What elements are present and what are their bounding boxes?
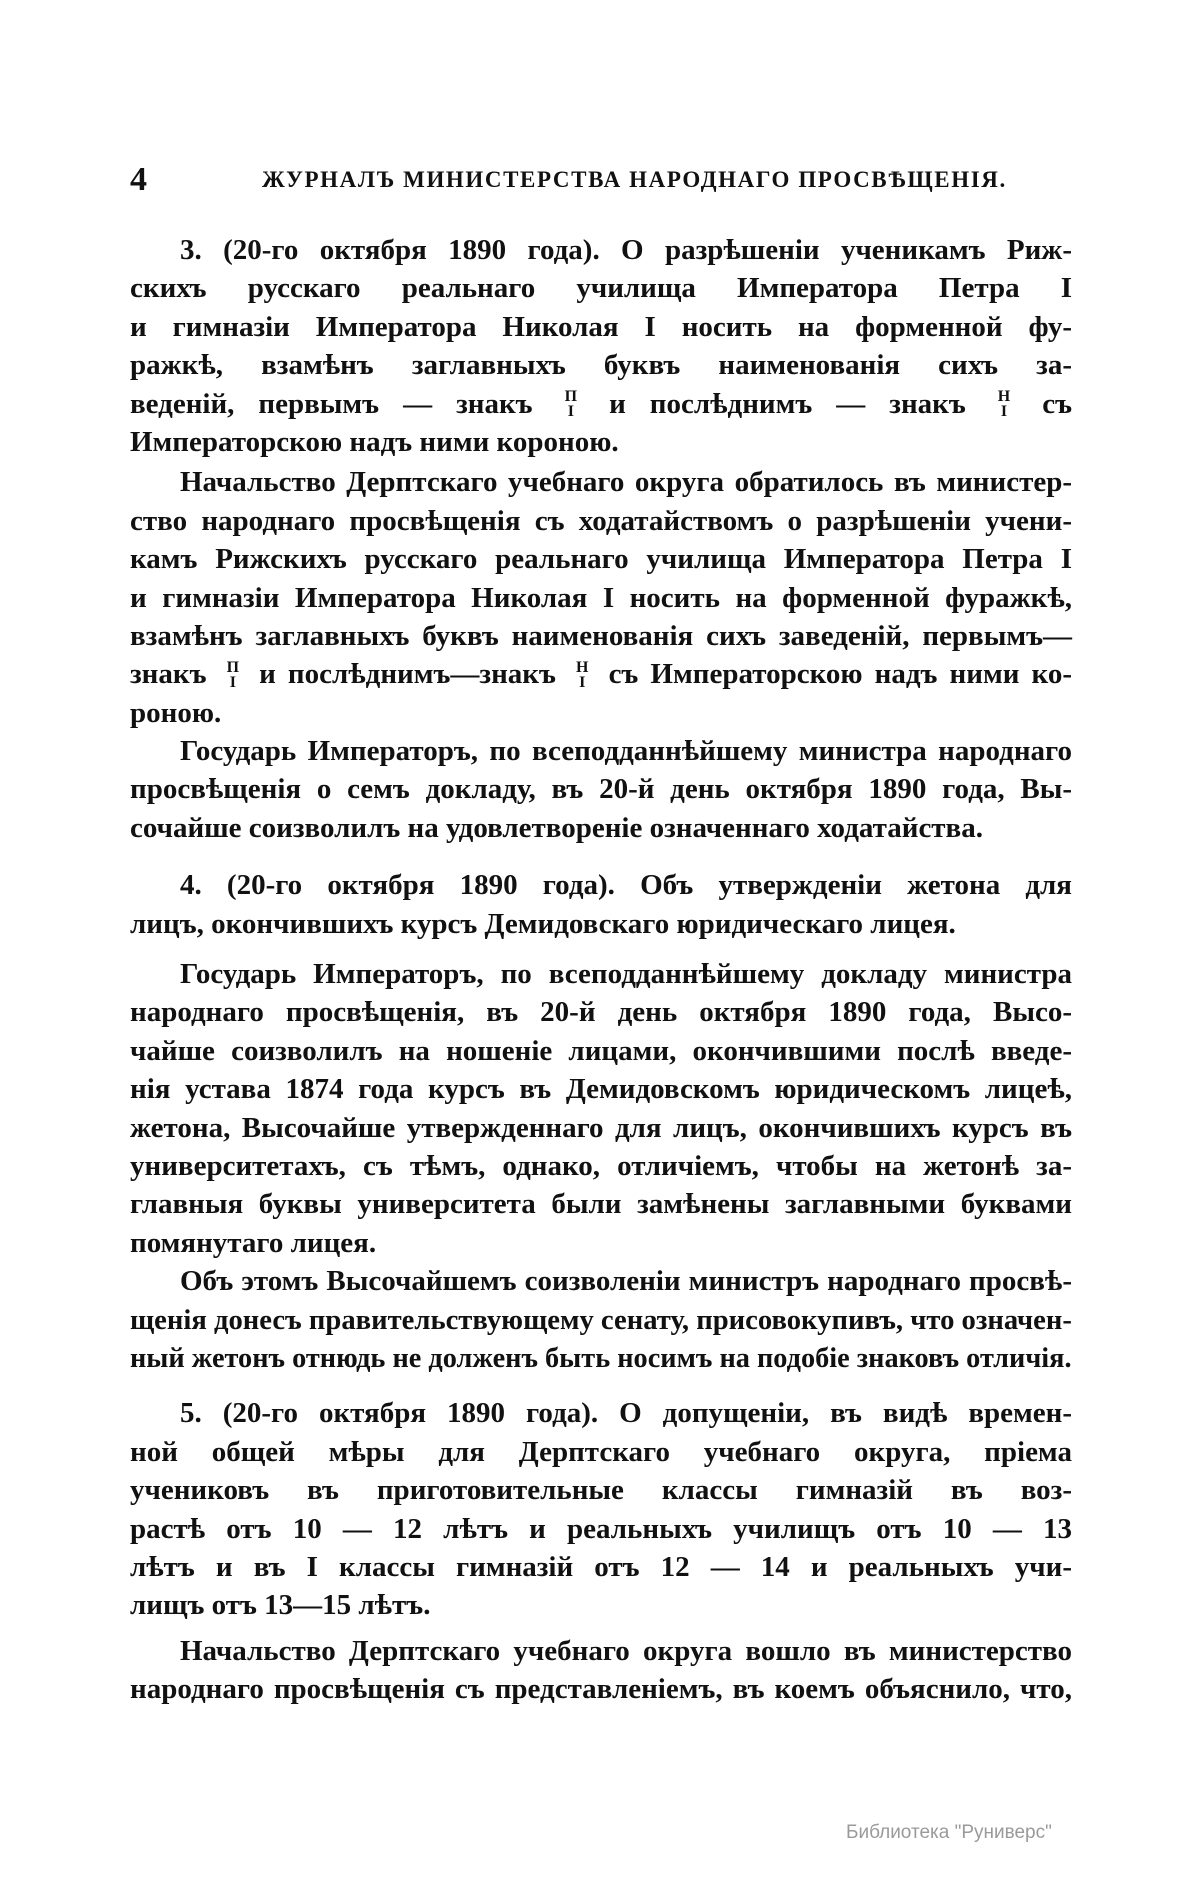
text-line bbox=[130, 308, 1072, 346]
sign-bottom: I bbox=[229, 673, 236, 691]
text-segment: 3. (20-го октября 1890 года). О разрѣшеніи ученикамъ Риж- bbox=[180, 234, 1072, 266]
stacked-letter-sign bbox=[565, 389, 577, 419]
running-title: ЖУРНАЛЪ МИНИСТЕРСТВА НАРОДНАГО ПРОСВѢЩЕНІЯ. bbox=[262, 167, 1007, 192]
text-line bbox=[130, 1109, 1072, 1147]
paragraph bbox=[130, 955, 1072, 1262]
text-segment: Императорскою надъ ними короною. bbox=[130, 425, 619, 458]
text-segment: народнаго просвѣщенія съ представленіемъ, въ коемъ объяснило, что, bbox=[130, 1673, 1072, 1706]
sign-bottom: I bbox=[1000, 402, 1008, 420]
text-segment: и послѣднимъ — знакъ bbox=[609, 387, 966, 420]
text-line bbox=[130, 905, 1072, 943]
text-line bbox=[130, 1394, 1072, 1432]
text-line bbox=[130, 1301, 1072, 1339]
text-line bbox=[130, 1471, 1072, 1509]
library-watermark: Библиотека "Руниверс" bbox=[846, 1822, 1052, 1843]
text-line bbox=[130, 502, 1072, 540]
text-segment: просвѣщенія о семъ докладу, въ 20-й день октября 1890 года, Вы- bbox=[130, 773, 1072, 806]
text-line bbox=[130, 385, 1072, 423]
text-line bbox=[130, 1147, 1072, 1185]
text-line bbox=[130, 540, 1072, 578]
text-line bbox=[130, 1339, 1072, 1377]
text-segment: сочайше соизволилъ на удовлетвореніе означеннаго ходатайства. bbox=[130, 811, 983, 844]
text-segment: жетона, Высочайше утвержденнаго для лицъ, окончившихъ курсъ въ bbox=[130, 1111, 1072, 1144]
text-segment: ной общей мѣры для Дерптскаго учебнаго округа, пріема bbox=[130, 1435, 1072, 1468]
text-segment: ный жетонъ отнюдь не долженъ быть носимъ на подобіе знаковъ отличія. bbox=[130, 1341, 1072, 1374]
text-line bbox=[130, 423, 1072, 461]
page-number: 4 bbox=[130, 161, 147, 198]
text-segment: учениковъ въ приготовительные классы гимназій въ воз- bbox=[130, 1474, 1072, 1507]
text-segment: и гимназіи Императора Николая I носить на форменной фу- bbox=[130, 310, 1072, 343]
stacked-letter-sign bbox=[227, 660, 239, 690]
text-line bbox=[130, 1548, 1072, 1586]
paragraph bbox=[130, 1262, 1072, 1377]
body-text bbox=[130, 231, 1072, 1708]
text-segment: лищъ отъ 13—15 лѣтъ. bbox=[130, 1589, 431, 1622]
sign-bottom: I bbox=[579, 673, 586, 691]
text-segment: Государь Императоръ, по всеподданнѣйшему докладу министра bbox=[180, 958, 1072, 991]
text-segment: и гимназіи Императора Николая I носить на форменной фуражкѣ, bbox=[130, 581, 1072, 614]
text-line bbox=[130, 1510, 1072, 1548]
text-line bbox=[130, 993, 1072, 1031]
text-segment: съ bbox=[1042, 387, 1073, 420]
text-segment: лицъ, окончившихъ курсъ Демидовскаго юридическаго лицея. bbox=[130, 907, 956, 940]
paragraph bbox=[130, 463, 1072, 732]
text-segment: роною. bbox=[130, 696, 222, 729]
text-segment: растѣ отъ 10 — 12 лѣтъ и реальныхъ училищъ отъ 10 — 13 bbox=[130, 1512, 1072, 1545]
text-segment: взамѣнъ заглавныхъ буквъ наименованія сихъ заведеній, первымъ— bbox=[130, 619, 1072, 652]
text-line bbox=[130, 1586, 1072, 1624]
sign-bottom: I bbox=[567, 402, 574, 420]
paragraph bbox=[130, 1394, 1072, 1624]
paragraph bbox=[130, 866, 1072, 943]
text-segment: главныя буквы университета были замѣнены заглавными буквами bbox=[130, 1188, 1072, 1221]
text-line bbox=[130, 955, 1072, 993]
text-segment: нія устава 1874 года курсъ въ Демидовскомъ юридическомъ лицеѣ, bbox=[130, 1073, 1072, 1106]
text-line bbox=[130, 694, 1072, 732]
text-segment: 4. (20-го октября 1890 года). Объ утвержденіи жетона для bbox=[180, 869, 1072, 902]
text-line bbox=[130, 617, 1072, 655]
text-segment: ство народнаго просвѣщенія съ ходатайствомъ о разрѣшеніи учени- bbox=[130, 504, 1072, 537]
text-line bbox=[130, 463, 1072, 501]
text-line bbox=[130, 1185, 1072, 1223]
text-segment: лѣтъ и въ I классы гимназій отъ 12 — 14 и реальныхъ учи- bbox=[130, 1550, 1072, 1583]
text-line bbox=[130, 579, 1072, 617]
paragraph bbox=[130, 732, 1072, 847]
text-segment: университетахъ, съ тѣмъ, однако, отличіемъ, чтобы на жетонѣ за- bbox=[130, 1149, 1072, 1182]
sign-top: П bbox=[564, 387, 578, 405]
text-segment: помянутаго лицея. bbox=[130, 1226, 377, 1259]
text-segment: народнаго просвѣщенія, въ 20-й день октября 1890 года, Высо- bbox=[130, 996, 1072, 1029]
text-segment: съ Императорскою надъ ними ко- bbox=[608, 658, 1072, 691]
text-line bbox=[130, 770, 1072, 808]
sign-top: Н bbox=[997, 387, 1011, 405]
text-segment: скихъ русскаго реальнаго училища Императора Петра I bbox=[130, 272, 1072, 305]
text-line bbox=[130, 866, 1072, 904]
text-segment: камъ Рижскихъ русскаго реальнаго училища Императора Петра I bbox=[130, 543, 1072, 576]
text-line bbox=[130, 1262, 1072, 1300]
text-line bbox=[130, 1070, 1072, 1108]
text-line bbox=[130, 1224, 1072, 1262]
stacked-letter-sign bbox=[576, 660, 588, 690]
text-line bbox=[130, 269, 1072, 307]
page-header bbox=[130, 160, 1072, 200]
stacked-letter-sign bbox=[998, 389, 1010, 419]
text-segment: знакъ bbox=[130, 658, 207, 691]
text-line bbox=[130, 231, 1072, 269]
text-segment: Государь Императоръ, по всеподданнѣйшему министра народнаго bbox=[180, 735, 1072, 768]
text-line bbox=[130, 732, 1072, 770]
paragraph bbox=[130, 1632, 1072, 1709]
sign-top: Н bbox=[576, 658, 589, 676]
text-segment: и послѣднимъ—знакъ bbox=[259, 658, 556, 691]
text-segment: 5. (20-го октября 1890 года). О допущеніи, въ видѣ времен- bbox=[180, 1397, 1072, 1430]
text-line bbox=[130, 346, 1072, 384]
text-line bbox=[130, 655, 1072, 693]
text-line bbox=[130, 1632, 1072, 1670]
text-line bbox=[130, 1032, 1072, 1070]
text-segment: щенія донесъ правительствующему сенату, присовокупивъ, что означен- bbox=[130, 1303, 1072, 1336]
paragraph bbox=[130, 231, 1072, 461]
text-segment: Начальство Дерптскаго учебнаго округа вошло въ министерство bbox=[180, 1634, 1072, 1667]
text-line bbox=[130, 809, 1072, 847]
text-segment: веденій, первымъ — знакъ bbox=[130, 387, 533, 420]
text-line bbox=[130, 1670, 1072, 1708]
text-segment: чайше соизволилъ на ношеніе лицами, окончившими послѣ введе- bbox=[130, 1034, 1072, 1067]
text-line bbox=[130, 1433, 1072, 1471]
text-segment: Начальство Дерптскаго учебнаго округа обратилось въ министер- bbox=[180, 466, 1072, 499]
text-segment: ражкѣ, взамѣнъ заглавныхъ буквъ наименованія сихъ за- bbox=[130, 349, 1072, 382]
text-segment: Объ этомъ Высочайшемъ соизволеніи министръ народнаго просвѣ- bbox=[180, 1265, 1072, 1298]
sign-top: П bbox=[226, 658, 240, 676]
